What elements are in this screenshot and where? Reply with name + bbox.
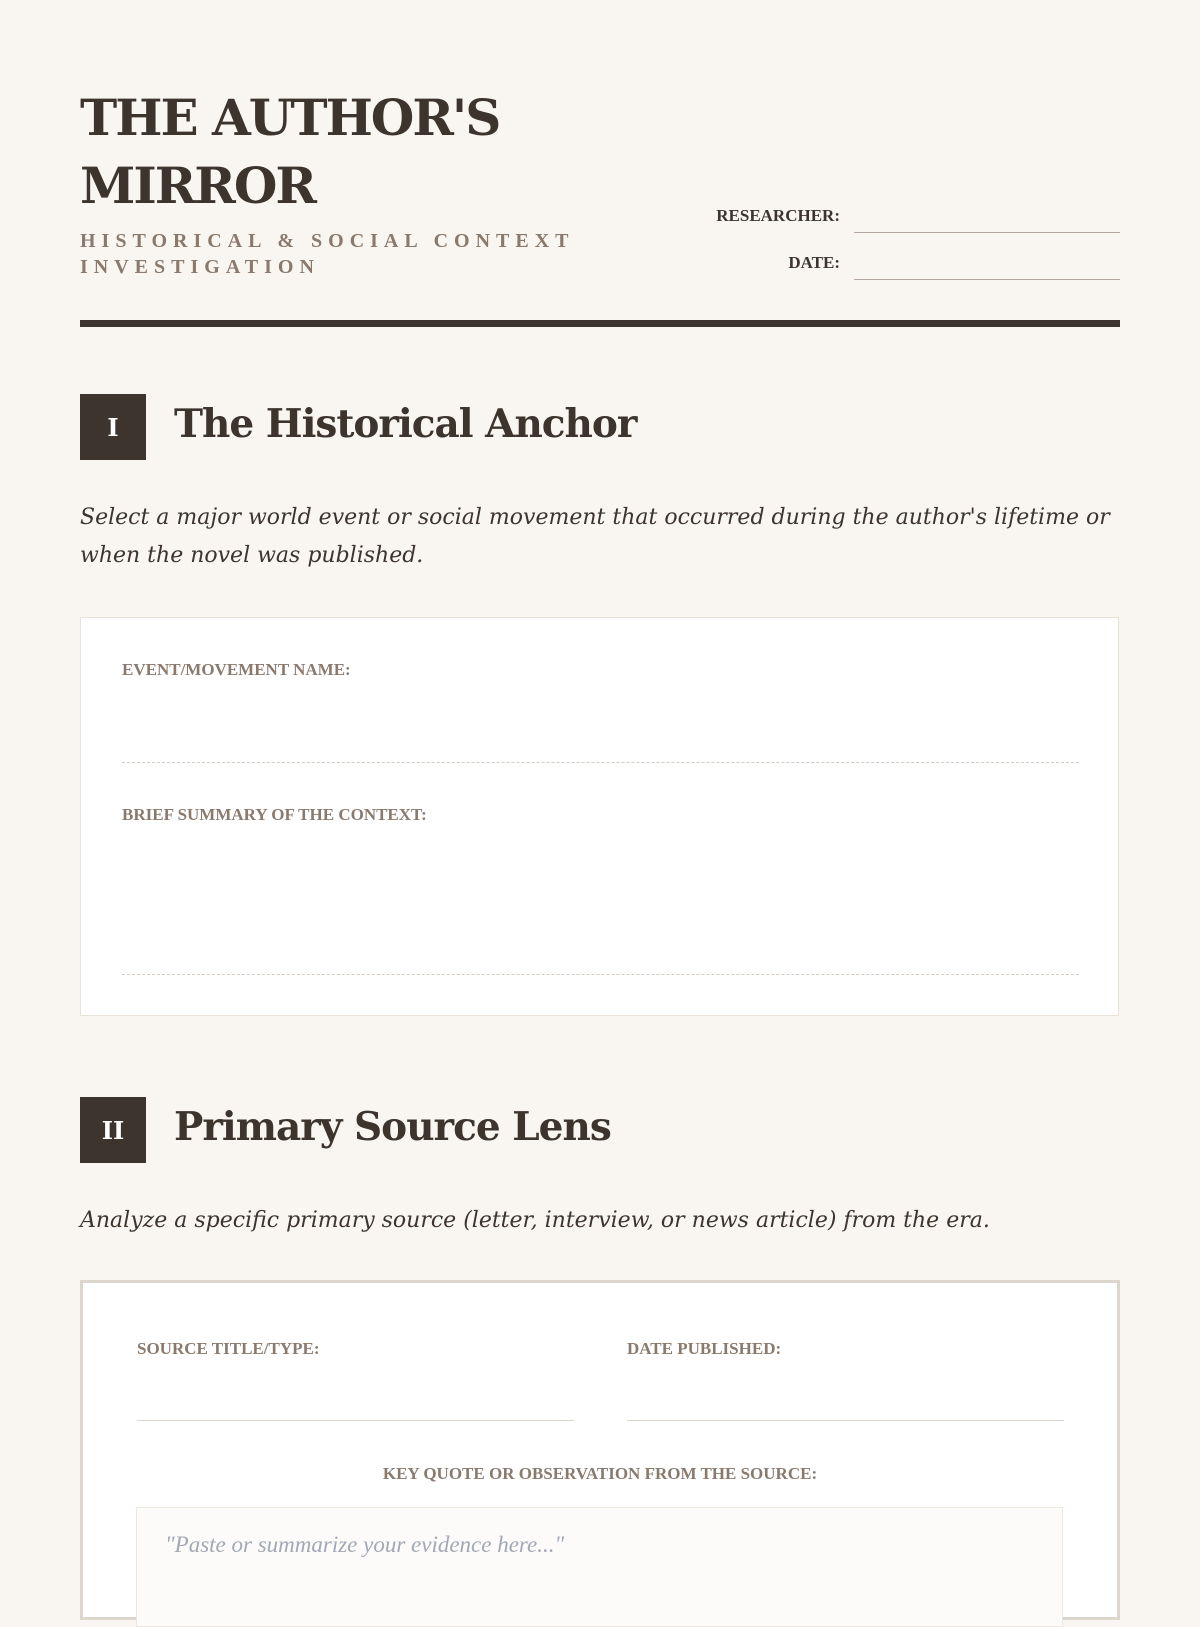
date-published-label: DATE PUBLISHED: (627, 1339, 782, 1358)
researcher-label: RESEARCHER: (716, 206, 840, 225)
event-name-field[interactable] (122, 762, 1079, 763)
date-field[interactable] (854, 279, 1120, 280)
key-quote-label: KEY QUOTE OR OBSERVATION FROM THE SOURCE: (382, 1464, 818, 1483)
context-summary-field[interactable] (122, 974, 1079, 975)
source-title-label: SOURCE TITLE/TYPE: (137, 1339, 320, 1358)
page-subtitle: HISTORICAL & SOCIAL CONTEXT INVESTIGATION (80, 230, 575, 278)
key-quote-textarea[interactable] (136, 1507, 1063, 1627)
event-name-label: EVENT/MOVEMENT NAME: (122, 660, 351, 679)
section-instruction: Analyze a specific primary source (letter, interview, or news article) from the era. (80, 1208, 990, 1233)
page-title: THE AUTHOR'S MIRROR (80, 88, 500, 215)
quote-placeholder: "Paste or summarize your evidence here..." (165, 1532, 565, 1557)
section-number-badge: II (80, 1097, 146, 1163)
date-published-field[interactable] (627, 1420, 1064, 1421)
source-title-field[interactable] (137, 1420, 574, 1421)
date-label: DATE: (788, 253, 840, 272)
researcher-field[interactable] (854, 232, 1120, 233)
context-summary-label: BRIEF SUMMARY OF THE CONTEXT: (122, 805, 427, 824)
section-instruction: Select a major world event or social movement that occurred during the author's lifetime or when the novel was published. (80, 505, 1110, 568)
header-divider (80, 320, 1120, 327)
section-title: Primary Source Lens (174, 1104, 611, 1150)
section-title: The Historical Anchor (174, 401, 637, 447)
section-number-badge: I (80, 394, 146, 460)
